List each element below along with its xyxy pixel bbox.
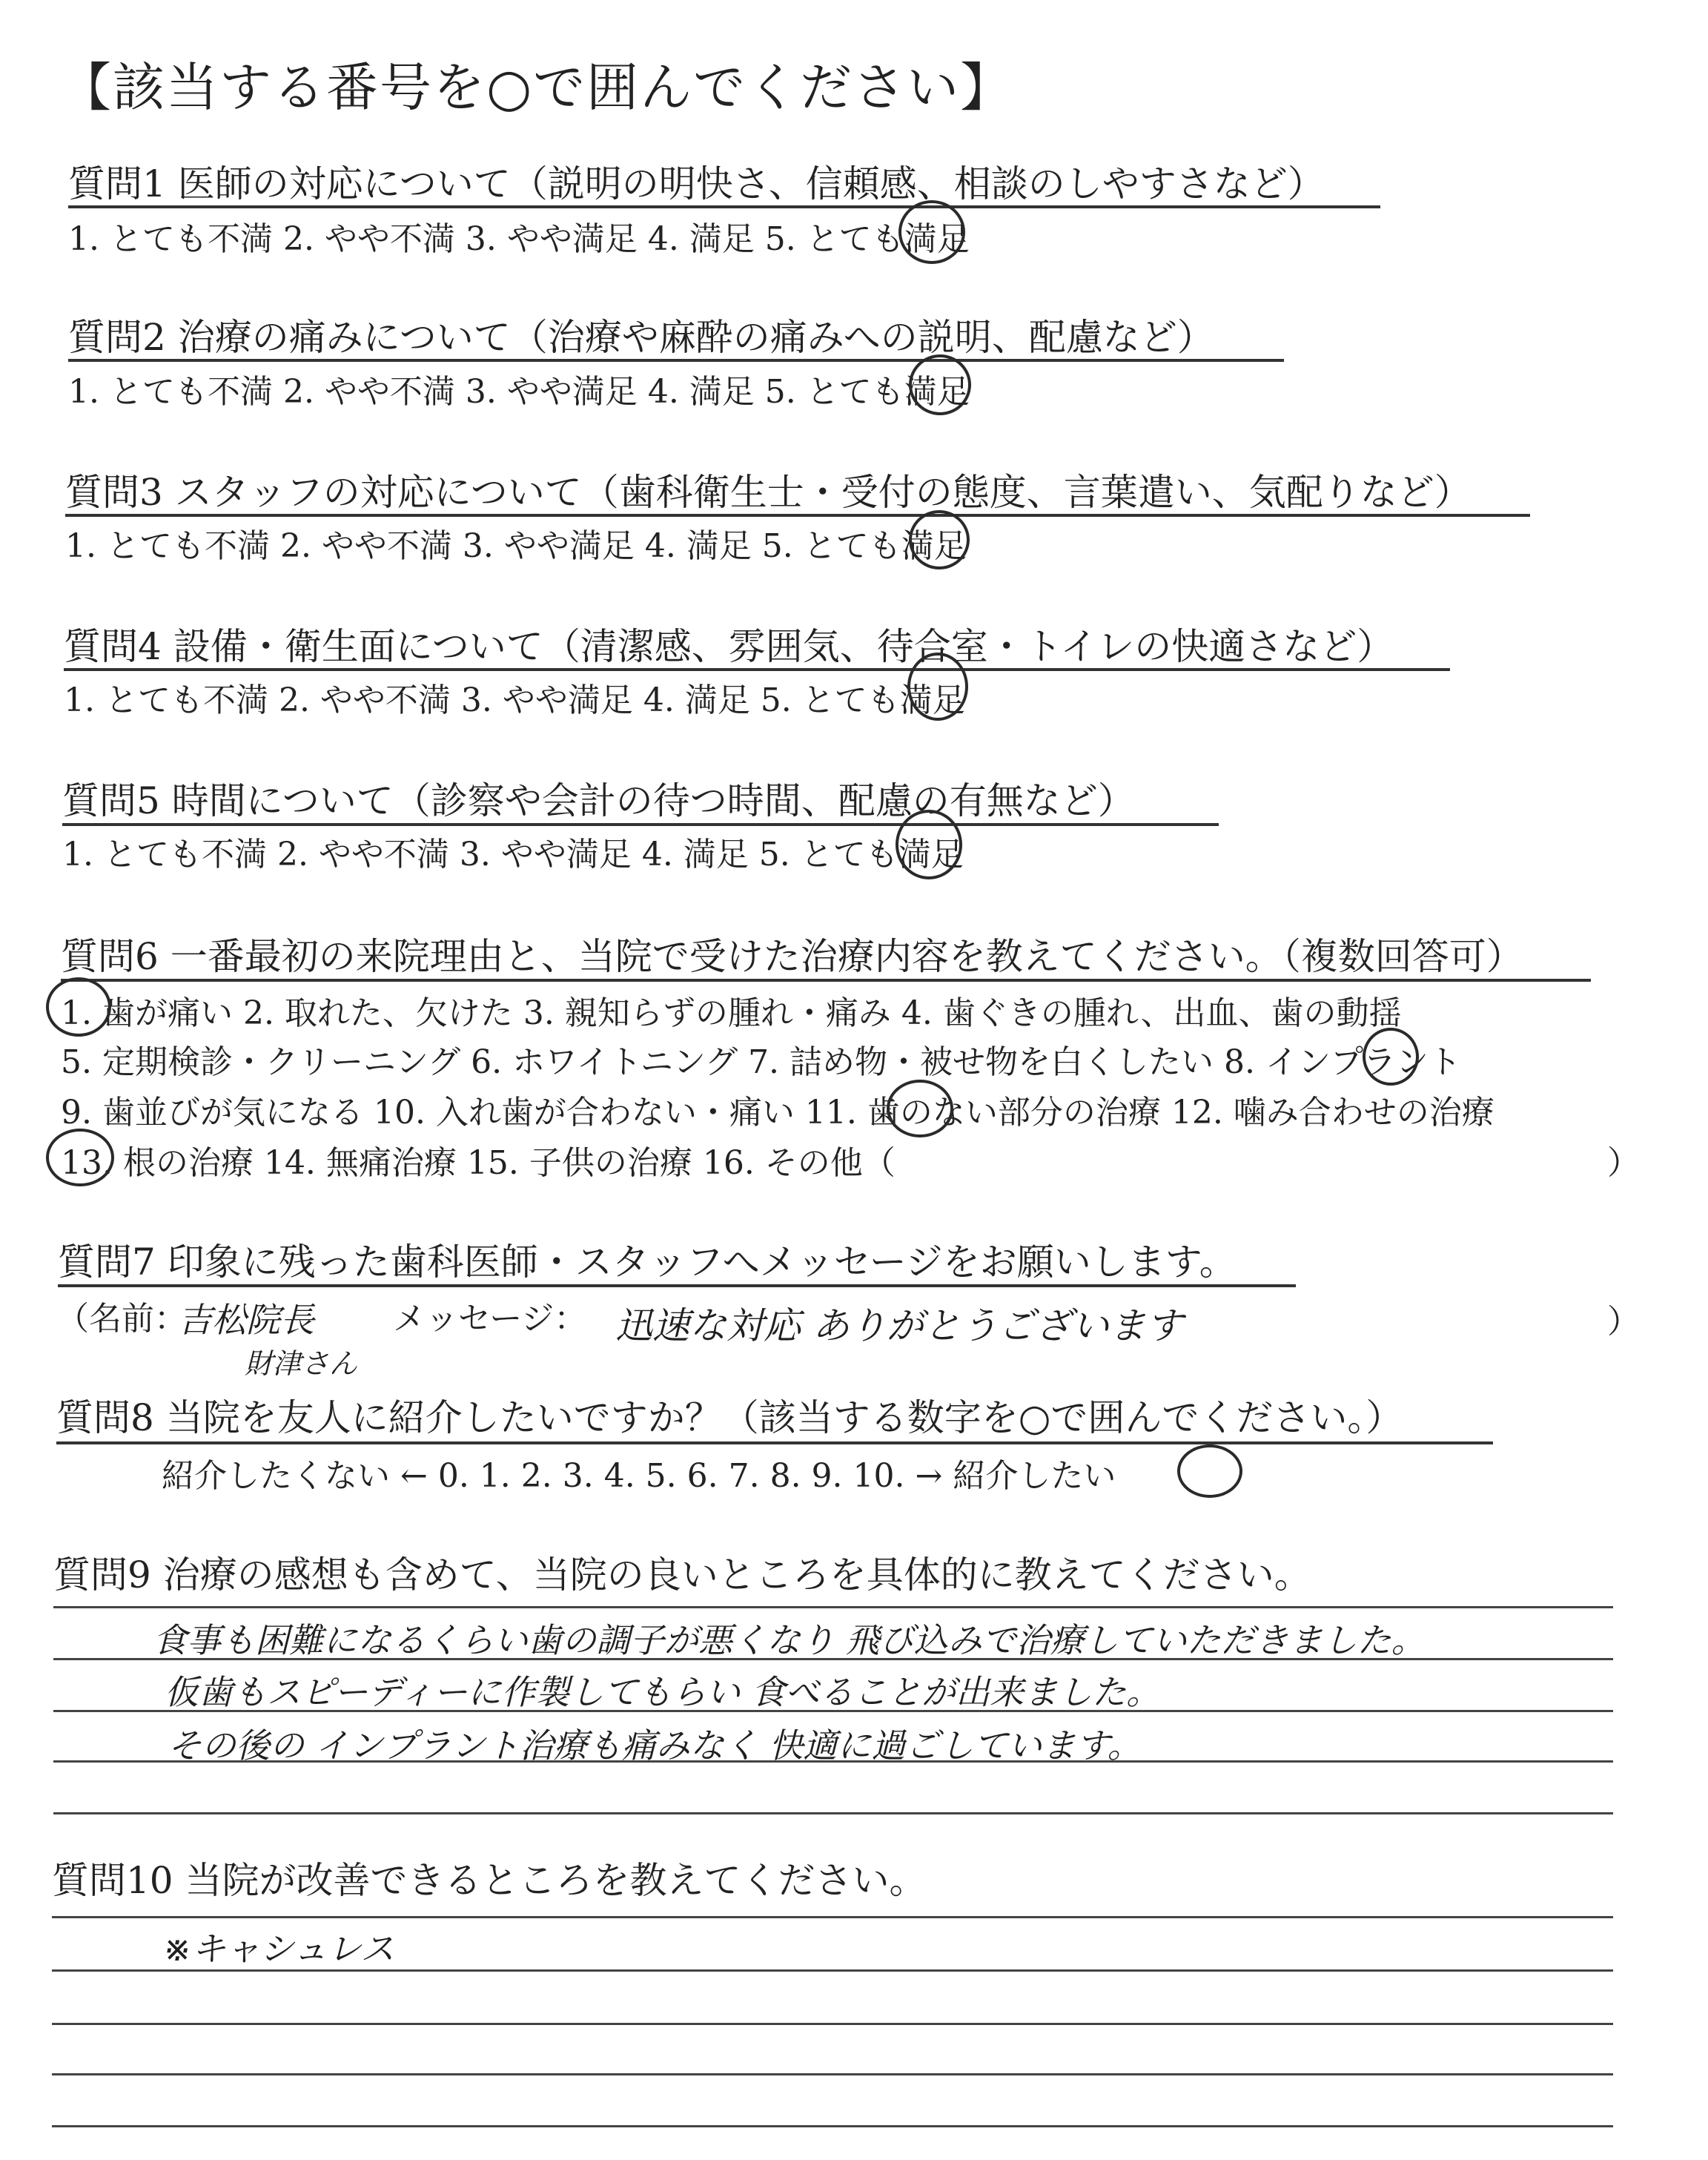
- question-7-name-value-2: 財津さん: [245, 1347, 358, 1380]
- question-5-underline: [62, 823, 1219, 826]
- question-5-answer-circle: [896, 810, 962, 879]
- question-4-label: 質問4 設備・衛生面について（清潔感、雰囲気、待合室・トイレの快適さなど）: [64, 625, 1394, 668]
- question-2-label: 質問2 治療の痛みについて（治療や麻酔の痛みへの説明、配慮など）: [68, 316, 1214, 359]
- question-9-answer-2: 仮歯もスピーディーに作製してもらい 食べることが出来ました。: [165, 1672, 1161, 1712]
- question-6-option-line-1: 1. 歯が痛い 2. 取れた、欠けた 3. 親知らずの腫れ・痛み 4. 歯ぐきの腫れ、出血、歯の動揺: [61, 994, 1402, 1032]
- question-7-message-value: 迅速な対応 ありがとうございます: [615, 1304, 1183, 1347]
- question-6-option-line-3: 9. 歯並びが気になる 10. 入れ歯が合わない・痛い 11. 歯のない部分の治療 12. 噛み合わせの治療: [61, 1094, 1494, 1132]
- question-8-underline: [56, 1441, 1493, 1444]
- question-6-option-line-2: 5. 定期検診・クリーニング 6. ホワイトニング 7. 詰め物・被せ物を白くしたい 8. インプラント: [61, 1043, 1461, 1081]
- question-7-message-label: メッセージ：: [393, 1300, 587, 1338]
- question-6-circle-11: [887, 1080, 953, 1137]
- question-6-underline: [61, 979, 1591, 982]
- question-9-answer-3: その後の インプラント治療も痛みなく 快適に過ごしています。: [168, 1725, 1142, 1766]
- question-6-option-line-4: 13. 根の治療 14. 無痛治療 15. 子供の治療 16. その他（: [61, 1144, 896, 1182]
- question-3-answer-circle: [909, 510, 970, 569]
- question-5-label: 質問5 時間について（診察や会計の待つ時間、配慮の有無など）: [62, 779, 1135, 822]
- question-7-name-label: （名前：: [56, 1300, 187, 1338]
- question-1-answer-circle: [898, 200, 965, 264]
- question-2-options: 1. とても不満 2. やや不満 3. やや満足 4. 満足 5. とても満足: [68, 373, 970, 411]
- question-1-label: 質問1 医師の対応について（説明の明快さ、信頼感、相談のしやすさなど）: [68, 162, 1325, 205]
- question-7-label: 質問7 印象に残った歯科医師・スタッフへメッセージをお願いします。: [58, 1241, 1237, 1284]
- survey-title: 【該当する番号を○で囲んでください】: [59, 57, 1014, 118]
- question-5-options: 1. とても不満 2. やや不満 3. やや満足 4. 満足 5. とても満足: [62, 836, 964, 873]
- question-7-underline: [58, 1284, 1296, 1287]
- question-6-circle-8: [1363, 1028, 1419, 1086]
- question-6-circle-1: [46, 977, 111, 1037]
- question-2-answer-circle: [909, 354, 971, 415]
- question-10-label: 質問10 当院が改善できるところを教えてください。: [52, 1859, 927, 1902]
- question-4-options: 1. とても不満 2. やや不満 3. やや満足 4. 満足 5. とても満足: [64, 681, 965, 719]
- question-10-answer-1: ※キャシュレス: [163, 1929, 395, 1969]
- question-1-options: 1. とても不満 2. やや不満 3. やや満足 4. 満足 5. とても満足: [68, 220, 970, 258]
- question-2-underline: [68, 359, 1284, 362]
- question-7-name-value: 吉松院長: [178, 1300, 314, 1340]
- question-6-label: 質問6 一番最初の来院理由と、当院で受けた治療内容を教えてください。（複数回答可）: [61, 935, 1523, 978]
- question-10-line-4: [52, 2073, 1613, 2075]
- question-6-circle-13: [46, 1129, 114, 1186]
- question-3-label: 質問3 スタッフの対応について（歯科衛生士・受付の態度、言葉遣い、気配りなど）: [65, 471, 1472, 514]
- question-6-close-paren: ）: [1607, 1144, 1640, 1182]
- question-9-line-1: [53, 1606, 1613, 1608]
- question-9-label: 質問9 治療の感想も含めて、当院の良いところを具体的に教えてください。: [53, 1553, 1311, 1596]
- question-8-label: 質問8 当院を友人に紹介したいですか？（該当する数字を○で囲んでください。）: [56, 1396, 1403, 1439]
- question-3-options: 1. とても不満 2. やや不満 3. やや満足 4. 満足 5. とても満足: [65, 527, 967, 565]
- question-10-line-5: [52, 2125, 1613, 2127]
- question-4-answer-circle: [907, 653, 968, 721]
- question-9-answer-1: 食事も困難になるくらい歯の調子が悪くなり 飛び込みで治療していただきました。: [153, 1620, 1426, 1660]
- question-8-scale: 紹介したくない ← 0. 1. 2. 3. 4. 5. 6. 7. 8. 9. 10. → 紹介したい: [162, 1457, 1116, 1495]
- question-8-answer-circle: [1177, 1444, 1242, 1498]
- question-7-close-paren: ）: [1607, 1303, 1640, 1341]
- question-10-line-3: [52, 2023, 1613, 2025]
- question-10-line-1: [52, 1916, 1613, 1918]
- question-3-underline: [65, 514, 1530, 517]
- question-1-underline: [68, 205, 1380, 208]
- question-9-line-5: [53, 1812, 1613, 1814]
- question-4-underline: [64, 668, 1450, 671]
